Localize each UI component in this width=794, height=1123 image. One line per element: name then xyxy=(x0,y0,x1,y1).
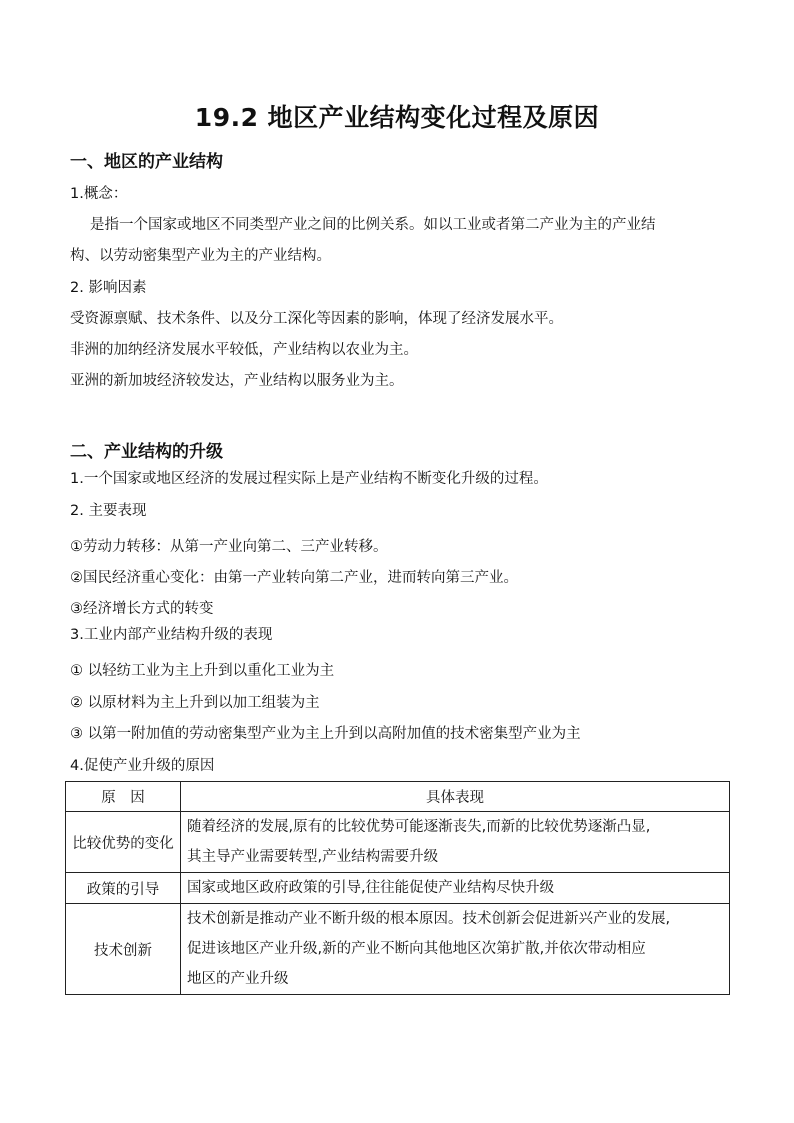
table-header-detail: 具体表现 xyxy=(181,782,730,812)
concept-text-line-2: 构、以劳动密集型产业为主的产业结构。 xyxy=(70,248,331,264)
factors-label: 2. 影响因素 xyxy=(70,280,147,296)
industry-upgrade-label: 3.工业内部产业结构升级的表现 xyxy=(70,627,273,643)
factors-text-line-2: 非洲的加纳经济发展水平较低，产业结构以农业为主。 xyxy=(70,342,418,358)
table-cell-cause: 政策的引导 xyxy=(66,873,181,904)
table-row xyxy=(66,873,730,904)
table-row xyxy=(66,812,730,873)
section-heading-upgrade: 二、产业结构的升级 xyxy=(70,442,223,462)
manifest-item-3: ③经济增长方式的转变 xyxy=(70,601,214,617)
detail-line: 国家或地区政府政策的引导,往往能促使产业结构尽快升级 xyxy=(187,880,555,896)
industry-upgrade-item-3: ③ 以第一附加值的劳动密集型产业为主上升到以高附加值的技术密集型产业为主 xyxy=(70,726,581,742)
industry-upgrade-item-2: ② 以原材料为主上升到以加工组装为主 xyxy=(70,695,320,711)
upgrade-item-1: 1.一个国家或地区经济的发展过程实际上是产业结构不断变化升级的过程。 xyxy=(70,471,548,487)
table-cell-cause: 技术创新 xyxy=(66,904,181,995)
detail-line: 技术创新是推动产业不断升级的根本原因。技术创新会促进新兴产业的发展, xyxy=(187,911,671,927)
upgrade-causes-table xyxy=(65,781,730,995)
manifest-item-1: ①劳动力转移：从第一产业向第二、三产业转移。 xyxy=(70,539,388,555)
table-cell-detail xyxy=(181,873,730,904)
table-cell-cause: 比较优势的变化 xyxy=(66,812,181,873)
manifest-item-2: ②国民经济重心变化：由第一产业转向第二产业，进而转向第三产业。 xyxy=(70,570,518,586)
upgrade-causes-label: 4.促使产业升级的原因 xyxy=(70,758,215,774)
table-header-row xyxy=(66,782,730,812)
page-title: 19.2 地区产业结构变化过程及原因 xyxy=(194,103,600,132)
industry-upgrade-item-1: ① 以轻纺工业为主上升到以重化工业为主 xyxy=(70,663,335,679)
factors-text-line-3: 亚洲的新加坡经济较发达，产业结构以服务业为主。 xyxy=(70,373,404,389)
table-header-cause: 原 因 xyxy=(66,782,181,812)
concept-label: 1.概念： xyxy=(70,186,128,202)
table-cell-detail xyxy=(181,812,730,873)
detail-line: 地区的产业升级 xyxy=(187,971,289,987)
section-heading-industry-structure: 一、地区的产业结构 xyxy=(70,152,223,172)
factors-text-line-1: 受资源禀赋、技术条件、以及分工深化等因素的影响，体现了经济发展水平。 xyxy=(70,311,563,327)
manifest-label: 2. 主要表现 xyxy=(70,503,147,519)
concept-text-line-1: 是指一个国家或地区不同类型产业之间的比例关系。如以工业或者第二产业为主的产业结 xyxy=(90,217,656,233)
table-cell-detail xyxy=(181,904,730,995)
detail-line: 促进该地区产业升级,新的产业不断向其他地区次第扩散,并依次带动相应 xyxy=(187,941,646,957)
table-row xyxy=(66,904,730,995)
detail-line: 随着经济的发展,原有的比较优势可能逐渐丧失,而新的比较优势逐渐凸显, xyxy=(187,819,651,835)
detail-line: 其主导产业需要转型,产业结构需要升级 xyxy=(187,849,439,865)
